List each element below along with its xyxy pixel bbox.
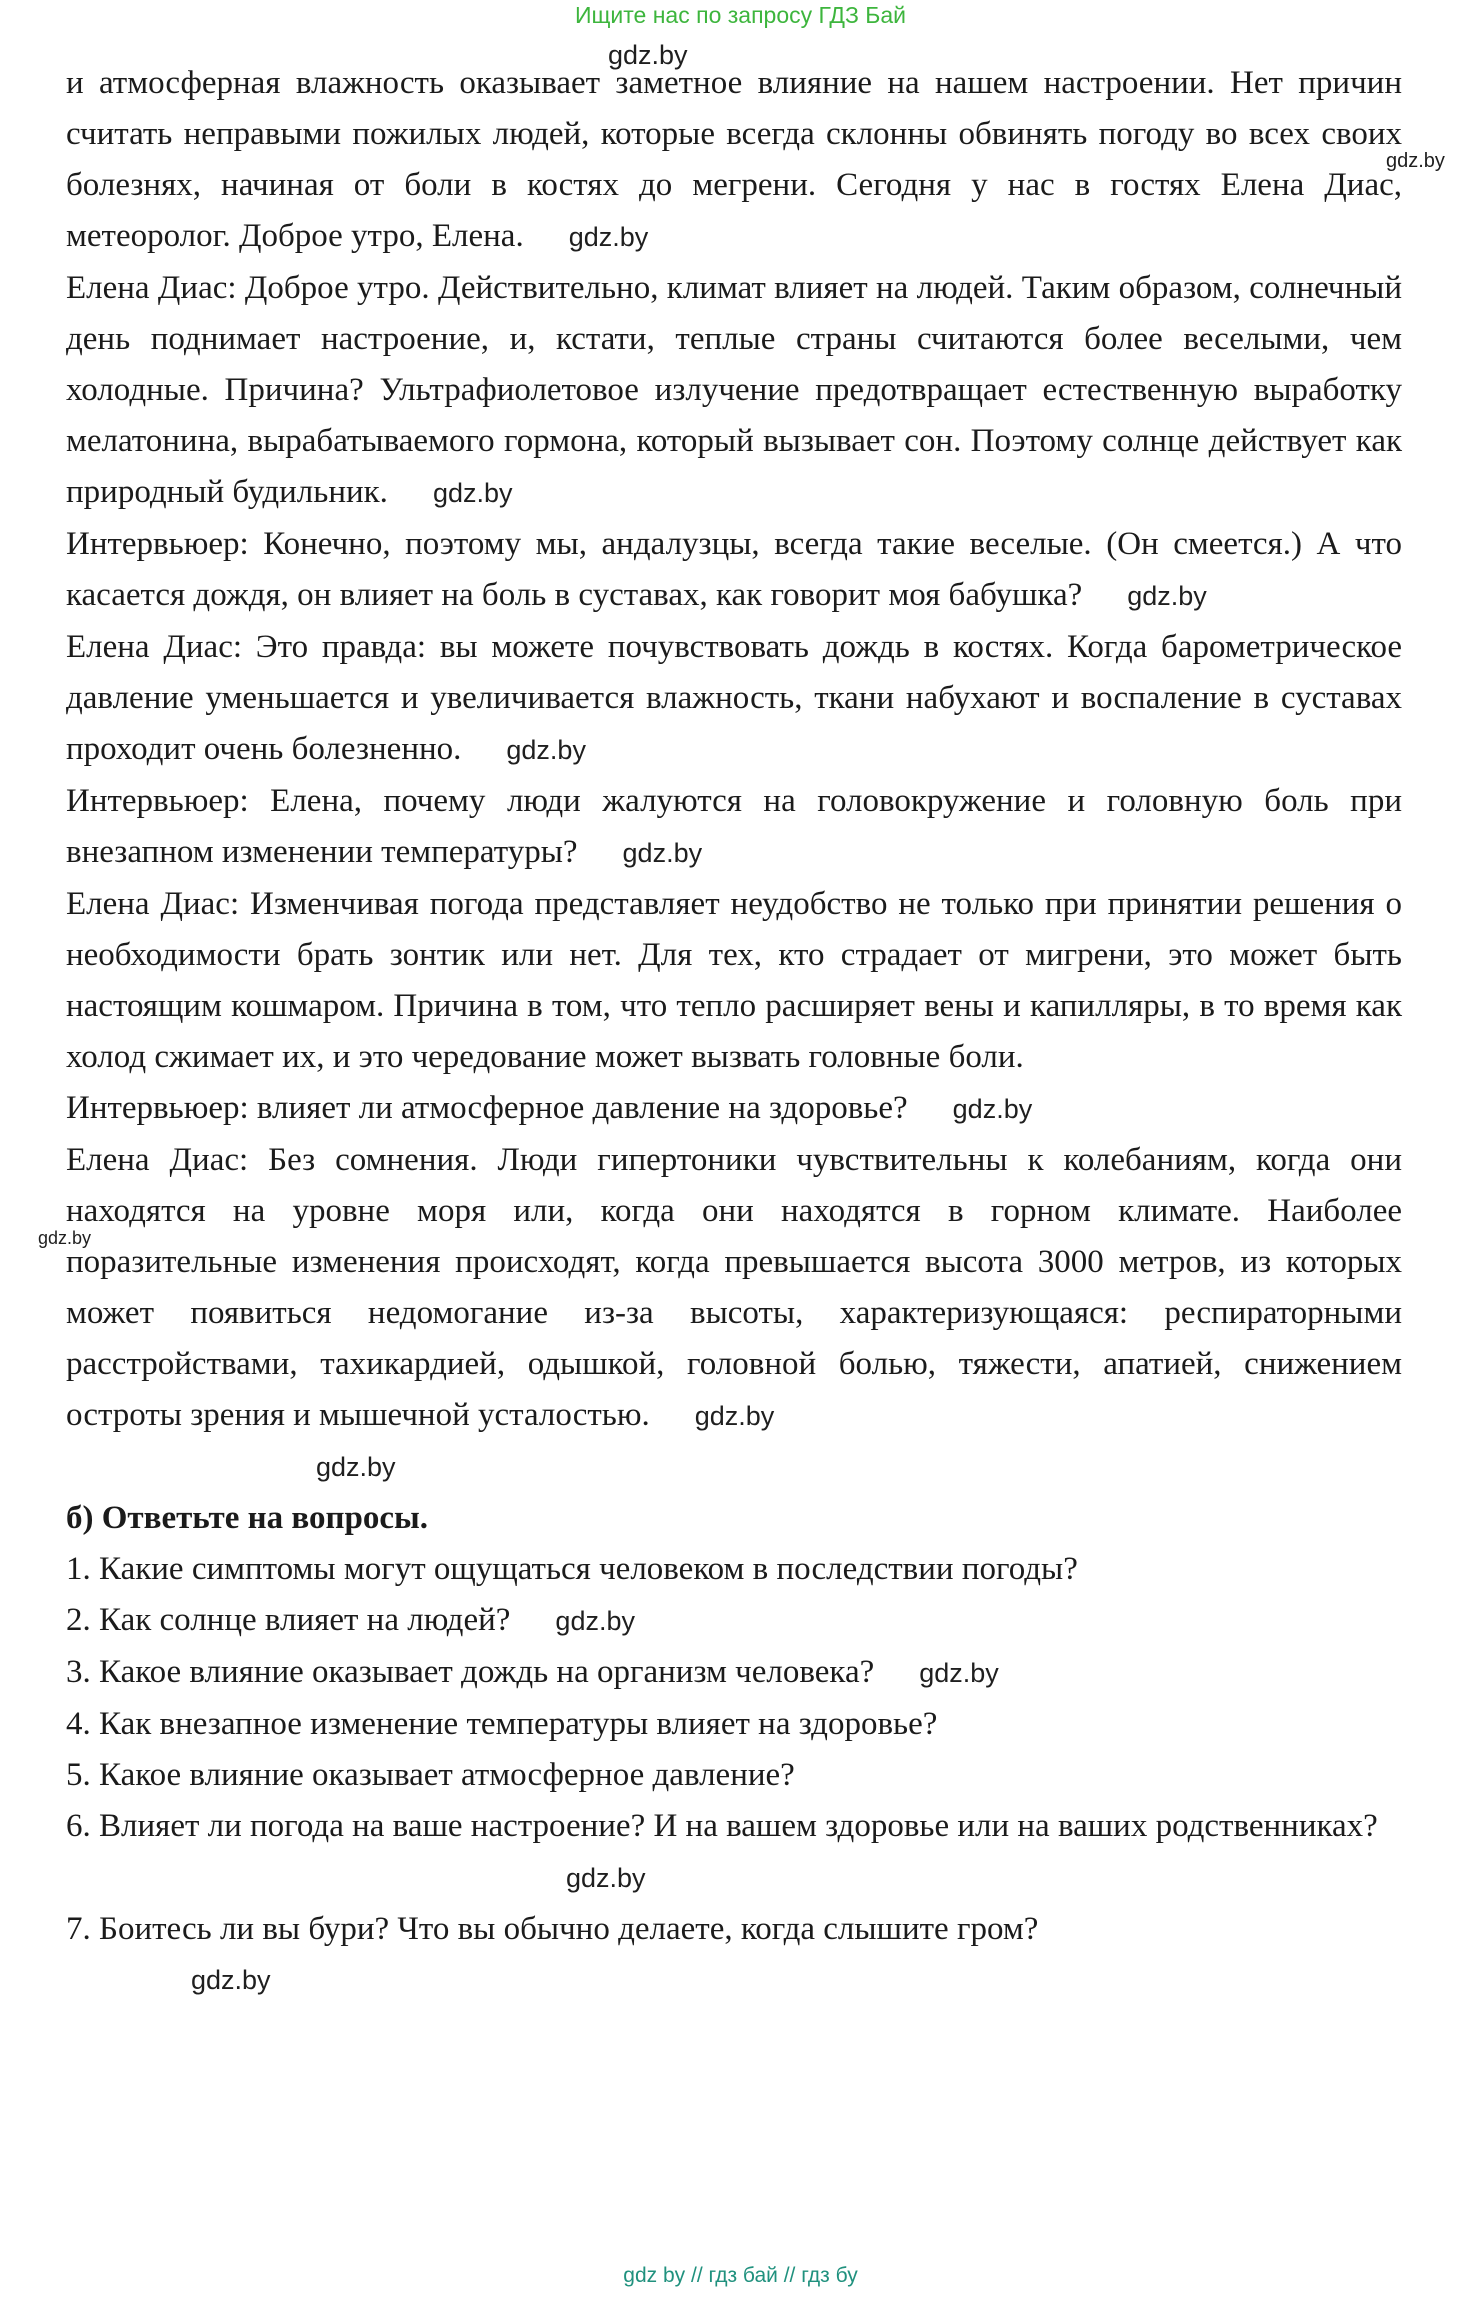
paragraph-text: и атмосферная влажность оказывает заметное влияние на нашем настроении. Нет причин считать неправыми пожилых людей, которые всегда склонны обвинять погоду во всех своих болезнях, начиная от боли в костях до мегрени. Сегодня у нас в гостях Елена Диас, метеоролог. Доброе утро, Елена.	[66, 65, 1402, 254]
watermark-gdzby: gdz.by	[566, 1863, 646, 1893]
question-item	[66, 1699, 1402, 1750]
question-item	[66, 1595, 1402, 1647]
paragraph	[66, 1083, 1402, 1135]
paragraph-text: Елена Диас: Изменчивая погода представляет неудобство не только при принятии решения о необходимости брать зонтик или нет. Для тех, кто страдает от мигрени, это может быть настоящим кошмаром. Причина в том, что тепло расширяет вены и капилляры, в то время как холод сжимает их, и это чередование может вызвать головные боли.	[66, 886, 1402, 1075]
watermark-gdzby: gdz.by	[694, 1401, 775, 1431]
watermark-gdzby-line: gdz.by	[191, 1965, 271, 1995]
question-item	[66, 1750, 1402, 1801]
question-item-text: 3. Какое влияние оказывает дождь на организм человека?	[66, 1654, 875, 1690]
question-item	[66, 1904, 1402, 1955]
question-item	[66, 1647, 1402, 1699]
paragraph	[66, 58, 1402, 263]
watermark-gdzby: gdz.by	[952, 1094, 1033, 1124]
question-item-text: 4. Как внезапное изменение температуры влияет на здоровье?	[66, 1706, 938, 1742]
watermark-gdzby: gdz.by	[622, 838, 703, 868]
section-heading	[66, 1493, 1402, 1544]
paragraph-text: Интервьюер: влияет ли атмосферное давление на здоровье?	[66, 1090, 908, 1126]
question-item-text: 5. Какое влияние оказывает атмосферное давление?	[66, 1757, 795, 1793]
watermark-gdzby: gdz.by	[919, 1658, 999, 1688]
watermark-gdzby: gdz.by	[555, 1606, 635, 1636]
paragraph-text: Интервьюер: Конечно, поэтому мы, андалузцы, всегда такие веселые. (Он смеется.) А что касается дождя, он влияет на боль в суставах, как говорит моя бабушка?	[66, 526, 1402, 613]
paragraph-text: Елена Диас: Без сомнения. Люди гипертоники чувствительны к колебаниям, когда они находятся на уровне моря или, когда они находятся в горном климате. Наиболее поразительные изменения происходят, когда превышается высота 3000 метров, из которых может появиться недомогание из-за высоты, характеризующаяся: респираторными расстройствами, тахикардией, одышкой, головной болью, тяжести, апатией, снижением остроты зрения и мышечной усталостью.	[66, 1142, 1402, 1433]
watermark-gdzby: gdz.by	[506, 735, 586, 765]
paragraph	[66, 776, 1402, 879]
paragraph	[66, 1135, 1402, 1442]
watermark-gdzby: gdz.by	[432, 478, 513, 508]
paragraph	[66, 879, 1402, 1083]
paragraph	[66, 622, 1402, 776]
watermark-gdzby-top: gdz.by	[608, 40, 688, 70]
watermark-gdzby: gdz.by	[1127, 581, 1207, 611]
section-heading-text: б) Ответьте на вопросы.	[66, 1500, 428, 1536]
paragraph-text: Елена Диас: Доброе утро. Действительно, климат влияет на людей. Таким образом, солнечный день поднимает настроение, и, кстати, теплые страны считаются более веселыми, чем холодные. Причина? Ультрафиолетовое излучение предотвращает естественную выработку мелатонина, вырабатываемого гормона, который вызывает сон. Поэтому солнце действует как природный будильник.	[66, 270, 1402, 510]
question-item-text: 7. Боитесь ли вы бури? Что вы обычно делаете, когда слышите гром?	[66, 1911, 1039, 1947]
question-item-text: 1. Какие симптомы могут ощущаться человеком в последствии погоды?	[66, 1551, 1078, 1587]
paragraph-text: Интервьюер: Елена, почему люди жалуются на головокружение и головную боль при внезапном изменении температуры?	[66, 783, 1402, 870]
footer-links[interactable]: gdz by // гдз бай // гдз бу	[623, 2264, 858, 2287]
watermark-gdzby-left-margin: gdz.by	[38, 1228, 92, 1248]
question-item	[66, 1801, 1402, 1904]
promo-link[interactable]: Ищите нас по запросу ГДЗ Бай	[574, 2, 907, 28]
watermark-gdzby-right-margin: gdz.by	[1386, 150, 1445, 172]
article-text	[66, 58, 1402, 2006]
paragraph	[66, 263, 1402, 519]
question-item	[66, 1544, 1402, 1595]
paragraph-text: Елена Диас: Это правда: вы можете почувствовать дождь в костях. Когда барометрическое давление уменьшается и увеличивается влажность, ткани набухают и воспаление в суставах проходит очень болезненно.	[66, 629, 1402, 767]
watermark-gdzby: gdz.by	[568, 222, 649, 252]
question-item-text: 6. Влияет ли погода на ваше настроение? И на вашем здоровье или на ваших родственниках?	[66, 1808, 1378, 1844]
paragraph	[66, 519, 1402, 622]
watermark-gdzby-line: gdz.by	[316, 1452, 396, 1482]
question-item-text: 2. Как солнце влияет на людей?	[66, 1602, 511, 1638]
